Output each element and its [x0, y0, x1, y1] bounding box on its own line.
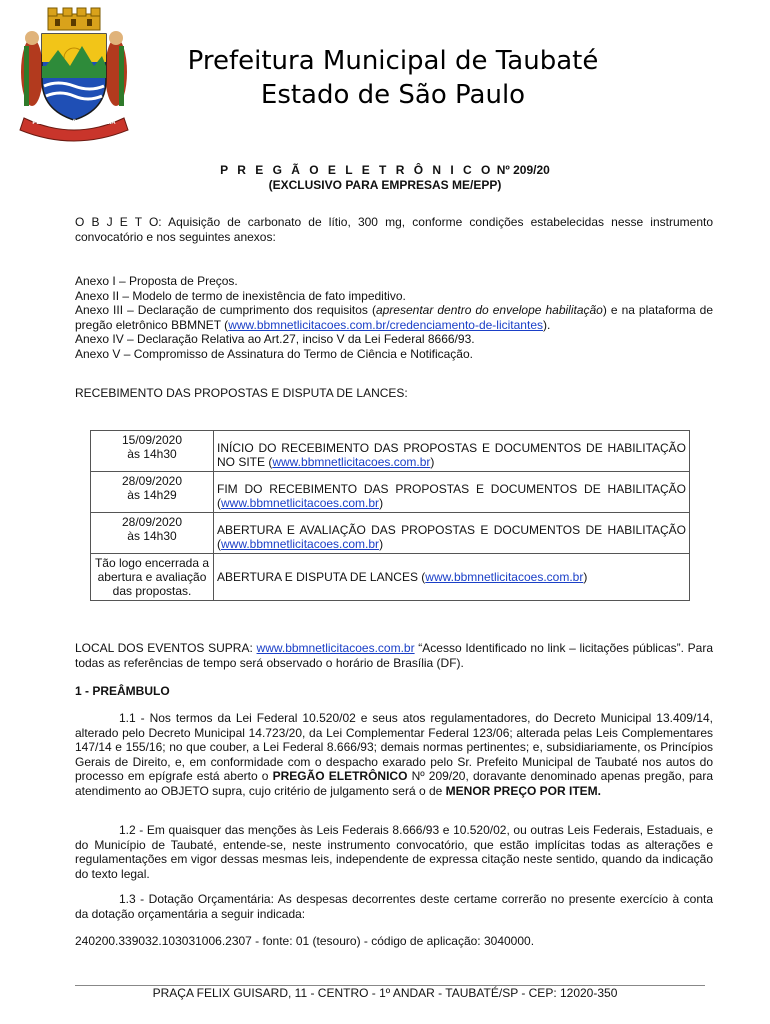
p12-text: 1.2 - Em quaisquer das menções às Leis Federais 8.666/93 e 10.520/02, ou outras Leis Federais, Estaduais, e do Município de Taubaté, entende-se, neste instrumento convocatório, que estão implícitas todas as alterações e regulamentações em vigor dessas mesmas leis, independente de expressa citação neste sentido, quando da indicação do texto legal. — [75, 823, 713, 881]
date-text: 28/09/2020 — [121, 474, 183, 488]
objeto-text: Aquisição de carbonato de lítio, 300 mg, conforme condições estabelecidas nesse instrumento convocatório e nos seguintes anexos: — [75, 215, 714, 244]
time-text: às 14h29 — [127, 488, 177, 502]
desc-tail: ) — [379, 537, 384, 551]
list-item: Anexo V – Compromisso de Assinatura do Termo de Ciência e Notificação. — [75, 346, 473, 361]
objeto-label: O B J E T O: — [75, 215, 162, 229]
schedule-date — [91, 431, 214, 472]
desc-tail: ) — [379, 496, 384, 510]
list-item — [75, 303, 713, 332]
schedule-date — [91, 513, 214, 554]
bbmnet-link[interactable]: www.bbmnetlicitacoes.com.br — [221, 496, 380, 510]
paragraph-1-3 — [75, 892, 713, 921]
schedule-desc — [214, 554, 690, 601]
anexo3-italic: apresentar dentro do envelope habilitação — [375, 303, 603, 317]
page-title: Prefeitura Municipal de Taubaté — [187, 46, 599, 76]
schedule-table — [90, 430, 690, 601]
local-text: “Acesso Identificado no link – licitações públicas”. Para todas as referências de tempo será observado o horário de Brasília (DF). — [75, 641, 714, 670]
table-row — [91, 472, 690, 513]
anexo3-text-b: ) e na plataforma de pregão eletrônico BBMNET ( — [75, 303, 713, 332]
desc-text: ABERTURA E AVALIAÇÃO DAS PROPOSTAS E DOCUMENTOS DE HABILITAÇÃO ( — [217, 523, 686, 551]
dotacao-line: 240200.339032.103031006.2307 - fonte: 01 (tesouro) - código de aplicação: 3040000. — [75, 934, 535, 948]
desc-tail: ) — [430, 455, 435, 469]
footer-address: PRAÇA FELIX GUISARD, 11 - CENTRO - 1º ANDAR - TAUBATÉ/SP - CEP: 12020-350 — [152, 986, 618, 1000]
paragraph-1-2 — [75, 823, 713, 881]
table-row — [91, 513, 690, 554]
bbmnet-link[interactable]: www.bbmnetlicitacoes.com.br — [256, 641, 415, 655]
credenciamento-link[interactable]: www.bbmnetlicitacoes.com.br/credenciamento-de-licitantes — [228, 317, 543, 332]
exclusive-note: (EXCLUSIVO PARA EMPRESAS ME/EPP) — [268, 178, 502, 192]
p11-text-b: Nº 209/20, doravante denominado apenas pregão, para atendimento ao OBJETO supra, cujo critério de julgamento será o de — [75, 769, 714, 798]
time-text: às 14h30 — [127, 529, 177, 543]
local-label: LOCAL DOS EVENTOS SUPRA: — [75, 641, 253, 655]
desc-text: INÍCIO DO RECEBIMENTO DAS PROPOSTAS E DOCUMENTOS DE HABILITAÇÃO NO SITE ( — [217, 441, 686, 469]
section-title: 1 - PREÂMBULO — [75, 684, 170, 698]
list-item: Anexo IV – Declaração Relativa ao Art.27, inciso V da Lei Federal 8666/93. — [75, 332, 475, 346]
objeto-paragraph — [75, 215, 713, 244]
list-item: Anexo I – Proposta de Preços. — [75, 274, 238, 288]
schedule-desc — [214, 472, 690, 513]
bbmnet-link[interactable]: www.bbmnetlicitacoes.com.br — [272, 455, 431, 469]
pregao-label: P R E G Ã O E L E T R Ô N I C O — [220, 163, 494, 177]
schedule-date — [91, 472, 214, 513]
bbmnet-link[interactable]: www.bbmnetlicitacoes.com.br — [221, 537, 380, 551]
page-subtitle: Estado de São Paulo — [260, 80, 526, 110]
pregao-number: Nº 209/20 — [496, 163, 550, 177]
p11-bold: PREGÃO ELETRÔNICO — [272, 769, 408, 783]
table-row — [91, 431, 690, 472]
anexo3-text-c: ). — [543, 317, 551, 332]
schedule-date — [91, 554, 214, 601]
local-paragraph — [75, 641, 713, 670]
table-row — [91, 554, 690, 601]
recebimento-title: RECEBIMENTO DAS PROPOSTAS E DISPUTA DE LANCES: — [75, 386, 408, 400]
time-text: às 14h30 — [127, 447, 177, 461]
desc-text: ABERTURA E DISPUTA DE LANCES ( — [217, 570, 426, 584]
notice-heading — [0, 163, 770, 177]
date-text: Tão logo encerrada a abertura e avaliação das propostas. — [94, 556, 210, 598]
list-item: Anexo II – Modelo de termo de inexistência de fato impeditivo. — [75, 288, 406, 303]
anexo3-text: Anexo III – Declaração de cumprimento dos requisitos ( — [75, 303, 376, 317]
date-text: 15/09/2020 — [121, 433, 183, 447]
schedule-desc — [214, 431, 690, 472]
p11-bold-2: MENOR PREÇO POR ITEM. — [445, 783, 601, 798]
p11-text: 1.1 - Nos termos da Lei Federal 10.520/02 e seus atos regulamentadores, do Decreto Municipal 13.409/14, alterado pelo Decreto Municipal 14.723/20, da Lei Complementar Federal 123/06; alterada pelas Leis Complementares 147/14 e 155/16; no que couber, a Lei Federal 8.666/93; demais normas pertinentes; e, subsidiariamente, os Princípios Gerais de Direito, e, em conformidade com o despacho exarado pelo Sr. Prefeito Municipal de Taubaté nos autos do processo em epígrafe está aberto o — [75, 711, 713, 783]
desc-tail: ) — [583, 570, 588, 584]
p13-text: 1.3 - Dotação Orçamentária: As despesas decorrentes deste certame correrão no presente exercício à conta da dotação orçamentária a seguir indicada: — [75, 892, 713, 921]
paragraph-1-1 — [75, 711, 713, 798]
anexos-list — [75, 274, 713, 361]
desc-text: FIM DO RECEBIMENTO DAS PROPOSTAS E DOCUMENTOS DE HABILITAÇÃO ( — [217, 482, 686, 510]
schedule-desc — [214, 513, 690, 554]
date-text: 28/09/2020 — [121, 515, 183, 529]
crest-motto: PER ASPERA PRO BRASILIA — [32, 120, 116, 126]
bbmnet-link[interactable]: www.bbmnetlicitacoes.com.br — [425, 570, 584, 584]
